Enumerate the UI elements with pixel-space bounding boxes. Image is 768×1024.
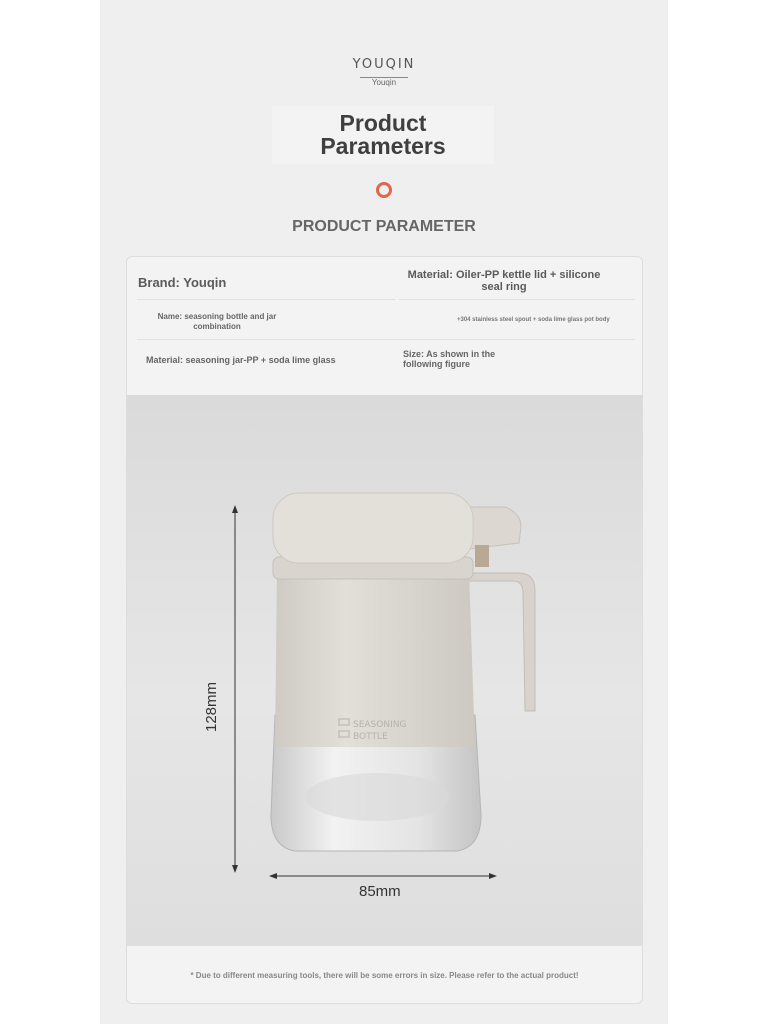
product-photo: [127, 395, 642, 946]
param-name: Name: seasoning bottle and jar combination: [157, 312, 277, 331]
divider: [137, 299, 395, 300]
divider: [137, 339, 635, 340]
brand-logo: [100, 58, 668, 90]
param-material-detail: +304 stainless steel spout + soda lime glass pot body: [457, 317, 610, 323]
width-label: 85mm: [359, 883, 401, 900]
jar-text-bottle: BOTTLE: [353, 732, 388, 742]
arrow-up-icon: [232, 505, 238, 513]
section-subtitle: PRODUCT PARAMETER: [292, 218, 476, 235]
param-brand: Brand: Youqin: [138, 275, 227, 290]
height-label: 128mm: [203, 681, 220, 732]
brand-logo-main: YOUQIN: [352, 57, 416, 72]
param-material-oiler: Material: Oiler-PP kettle lid + silicone seal ring: [407, 269, 601, 293]
page-title: [272, 106, 494, 164]
brand-logo-sub: Youqin: [360, 77, 408, 87]
ring-icon: [376, 182, 392, 198]
footnote: * Due to different measuring tools, there will be some errors in size. Please refer to the actual product!: [190, 971, 579, 980]
seasoning-bottle-illustration: [127, 395, 642, 946]
page-title-line2: Parameters: [320, 133, 446, 159]
page-title-line1: Product: [339, 110, 427, 136]
divider: [399, 299, 635, 300]
param-material-jar: Material: seasoning jar-PP + soda lime glass: [146, 355, 336, 365]
parameter-card: [126, 256, 643, 1004]
arrow-right-icon: [489, 873, 497, 879]
param-size: Size: As shown in the following figure: [403, 349, 496, 369]
arrow-down-icon: [232, 865, 238, 873]
content-panel: [100, 0, 668, 1024]
arrow-left-icon: [269, 873, 277, 879]
jar-text-seasoning: SEASONING: [353, 720, 407, 730]
